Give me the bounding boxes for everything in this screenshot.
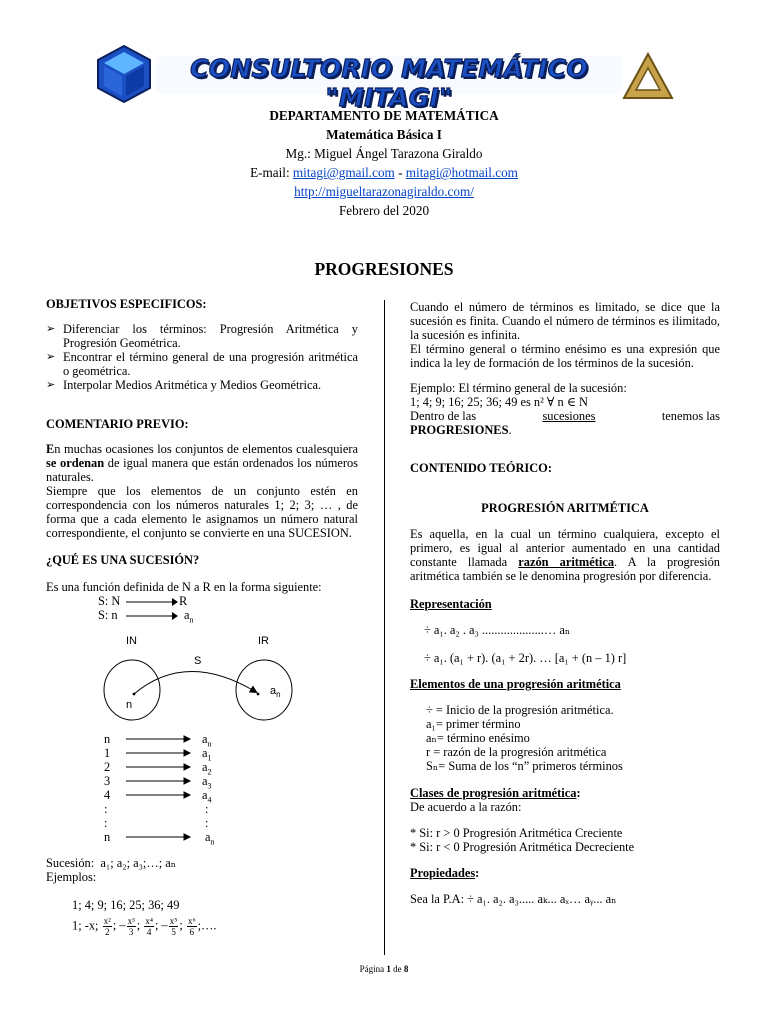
column-divider xyxy=(384,300,385,955)
objective-item: ➢ Encontrar el término general de una progresión aritmética o geométrica. xyxy=(46,350,358,378)
elements-heading: Elementos de una progresión aritmética xyxy=(410,677,621,691)
course: Matemática Básica I xyxy=(326,127,442,142)
element-item: a₁= primer término xyxy=(426,717,521,731)
example-1: 1; 4; 9; 16; 25; 36; 49 xyxy=(72,898,180,912)
author: Mg.: Miguel Ángel Tarazona Giraldo xyxy=(285,146,483,161)
classes-heading: Clases de progresión aritmética: xyxy=(410,786,581,800)
arrow-label: S xyxy=(194,655,202,667)
example-sequence: 1; 4; 9; 16; 25; 36; 49 es n² ∀ n ∈ N xyxy=(410,395,589,409)
element-item: aₙ= término enésimo xyxy=(426,731,530,745)
objective-item: ➢ Interpolar Medios Aritmética y Medios Geométrica. xyxy=(46,378,358,392)
website-link[interactable]: http://migueltarazonagiraldo.com/ xyxy=(294,184,474,199)
logo-text: CONSULTORIO MATEMÁTICO "MITAGI" xyxy=(190,54,588,112)
email-link-gmail[interactable]: mitagi@gmail.com xyxy=(292,165,395,180)
comment-paragraph-1: En muchas ocasiones los conjuntos de elementos cualesquiera se ordenan de igual manera que están ordenados los números naturales. xyxy=(46,442,358,484)
table-cell: : xyxy=(205,802,209,816)
department: DEPARTAMENTO DE MATEMÁTICA xyxy=(269,108,499,123)
fraction: $\frac{\text{x²}}{2}$ ; xyxy=(103,916,117,937)
properties-line: Sea la P.A: ÷ a₁. a₂. a₃..... aₖ... aₓ… aᵧ... aₙ xyxy=(410,892,617,906)
table-arrows xyxy=(126,732,192,844)
table-left-column xyxy=(104,732,110,844)
map2-left: S: n xyxy=(98,608,118,622)
fraction: – $\frac{\text{x⁵}}{5}$ ; xyxy=(161,916,183,937)
definition-text: Es una función definida de N a R en la forma siguiente: xyxy=(46,580,322,594)
page-title: PROGRESIONES xyxy=(314,259,454,279)
of-label: de xyxy=(393,964,402,974)
arrow-right-icon xyxy=(126,597,178,607)
objective-item: ➢ Diferenciar los términos: Progresión Aritmética y Progresión Geométrica. xyxy=(46,322,358,350)
example-intro: Ejemplo: El término general de la sucesión: xyxy=(410,381,627,395)
general-term-paragraph: El término general o término enésimo es una expresión que indica la ley de formación de los términos de la sucesión. xyxy=(410,342,720,370)
representation-1: ÷ a₁. a₂ . a₃ ....................… aₙ xyxy=(424,623,571,637)
mapping xyxy=(46,594,358,625)
table-cell: n xyxy=(104,830,111,844)
elem-right-label: $a_n$ xyxy=(270,685,281,700)
map1-left: S: N xyxy=(98,594,121,608)
email-link-hotmail[interactable]: mitagi@hotmail.com xyxy=(405,165,518,180)
table-cell: : xyxy=(104,802,108,816)
pa-definition: Es aquella, en la cual un término cualquiera, excepto el primero, es igual al anterior aumentado en una cantidad constante llamada razón aritmética. A la progresión aritmética también se le denomina progresión por diferencia. xyxy=(410,527,721,583)
page-total: 8 xyxy=(403,964,409,974)
class-increasing: * Si: r > 0 Progresión Aritmética Creciente xyxy=(410,826,623,840)
table-cell: $a_2$ xyxy=(202,760,212,777)
table-cell: $a_n$ xyxy=(202,732,212,749)
representation-heading: Representación xyxy=(410,597,492,611)
class-decreasing: * Si: r < 0 Progresión Aritmética Decreciente xyxy=(410,840,635,854)
sucesion-line: Sucesión: a₁; a₂; a₃;…; aₙ xyxy=(46,856,177,870)
map2-right: $a_n$ xyxy=(184,608,194,625)
classes-intro: De acuerdo a la razón: xyxy=(410,800,522,814)
finite-infinite-paragraph: Cuando el número de términos es limitado, se dice que la sucesión es finita. Cuando el número de términos es ilimitado, la sucesión es infinita. xyxy=(410,300,720,342)
table-cell: 4 xyxy=(104,788,111,802)
page-label: Página xyxy=(359,964,385,974)
email-label: E-mail: xyxy=(250,165,290,180)
sets-diagram xyxy=(46,622,358,722)
table-cell: $a_3$ xyxy=(202,774,212,791)
email-separator: - xyxy=(398,165,403,180)
pa-heading: PROGRESIÓN ARITMÉTICA xyxy=(481,501,649,515)
sets-diagram-graphic xyxy=(46,622,358,722)
table-right-column xyxy=(202,732,215,847)
comment-paragraph-2: Siempre que los elementos de un conjunto estén en correspondencia con los números naturales 1; 2; 3; … , de forma que a cada elemento le asignamos un número natural correspondiente, el conjunto se convierte en una SUCESION. xyxy=(46,484,358,540)
element-item: r = razón de la progresión aritmética xyxy=(426,745,607,759)
fraction: $\frac{\text{x⁴}}{4}$ ; xyxy=(145,916,159,937)
table-cell: $a_4$ xyxy=(202,788,212,805)
page-footer xyxy=(0,964,768,974)
table-cell: 1 xyxy=(104,746,111,760)
objectives-heading: OBJETIVOS ESPECIFICOS: xyxy=(46,297,207,311)
comment-heading: COMENTARIO PREVIO: xyxy=(46,417,189,431)
correspondence-table xyxy=(46,732,358,847)
elements-list xyxy=(410,703,720,773)
elem-left-label: n xyxy=(126,699,133,711)
map1-right: R xyxy=(179,594,188,608)
representation-2: ÷ a₁. (a₁ + r). (a₁ + 2r). … [a₁ + (n – 1) r] xyxy=(424,651,627,665)
set-right-label: IR xyxy=(258,635,269,647)
email-line xyxy=(0,163,768,182)
date: Febrero del 2020 xyxy=(338,203,430,218)
logo xyxy=(96,42,676,112)
example-2: 1; -x; $\frac{\text{x²}}{2}$ ; – $\frac{\text{x³}}{3}$ ; $\frac{\text{x⁴}}{4}$ ; – $\frac{\text{x⁵}}{5}$ ; $\frac{\text{x⁶}}{6}$ ;…. xyxy=(72,916,217,937)
right-column xyxy=(410,300,720,906)
document-header xyxy=(0,106,768,220)
element-item: Sₙ= Suma de los “n” primeros términos xyxy=(426,759,623,773)
table-cell: : xyxy=(104,816,108,830)
arrow-right-icon xyxy=(126,611,178,621)
table-cell: $a_n$ xyxy=(205,830,215,847)
fraction: $\frac{\text{x⁶}}{6}$ xyxy=(187,916,196,937)
fraction: – $\frac{\text{x³}}{3}$ ; xyxy=(119,916,141,937)
table-cell: $a_1$ xyxy=(202,746,212,763)
page-number: 1 xyxy=(386,964,391,974)
table-cell: 3 xyxy=(104,774,111,788)
properties-heading: Propiedades: xyxy=(410,866,480,880)
question-heading: ¿QUÉ ES UNA SUCESIÓN? xyxy=(46,553,200,567)
table-cell: 2 xyxy=(104,760,111,774)
dentro-line: Dentro de las sucesiones tenemos las xyxy=(410,409,720,423)
examples-label: Ejemplos: xyxy=(46,870,97,884)
content-heading: CONTENIDO TEÓRICO: xyxy=(410,461,552,475)
set-left-label: IN xyxy=(126,635,137,647)
progresiones-line: PROGRESIONES. xyxy=(410,423,512,437)
element-item: ÷ = Inicio de la progresión aritmética. xyxy=(426,703,614,717)
table-cell: n xyxy=(104,732,111,746)
table-cell: : xyxy=(205,816,209,830)
left-column xyxy=(46,297,358,937)
